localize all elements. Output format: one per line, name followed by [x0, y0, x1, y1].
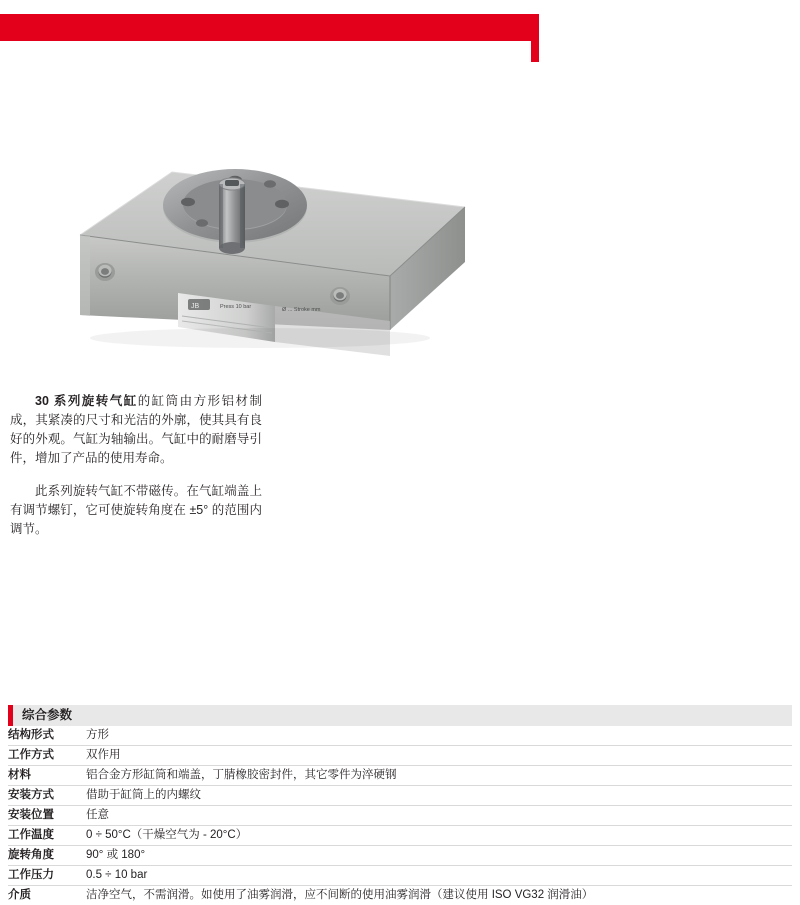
product-photo [60, 80, 490, 360]
param-value: 洁净空气，不需润滑。如使用了油雾润滑，应不间断的使用油雾润滑（建议使用 ISO VG32 润滑油） [86, 886, 792, 905]
param-value: 0.5 ÷ 10 bar [86, 866, 792, 886]
param-value: 铝合金方形缸筒和端盖，丁腈橡胶密封件，其它零件为淬硬钢 [86, 766, 792, 786]
table-row [8, 886, 792, 905]
table-row [8, 726, 792, 746]
param-key: 工作温度 [8, 826, 86, 846]
description-paragraph-1 [10, 392, 262, 468]
param-key: 介质 [8, 886, 86, 905]
param-key: 安装位置 [8, 806, 86, 826]
table-row [8, 786, 792, 806]
table-row [8, 866, 792, 886]
param-key: 结构形式 [8, 726, 86, 746]
param-value: 90° 或 180° [86, 846, 792, 866]
param-key: 旋转角度 [8, 846, 86, 866]
param-value: 双作用 [86, 746, 792, 766]
parameters-section [8, 705, 792, 905]
series-name: 30 系列旋转气缸 [35, 394, 138, 408]
description-paragraph-2: 此系列旋转气缸不带磁传。在气缸端盖上有调节螺钉，它可使旋转角度在 ±5° 的范围内调节。 [10, 482, 262, 539]
param-value: 任意 [86, 806, 792, 826]
description-paragraph-1-rest: 的缸筒由方形铝材制成，其紧凑的尺寸和光洁的外廓，使其具有良好的外观。气缸为轴输出。气缸中的耐磨导引件，增加了产品的使用寿命。 [10, 394, 262, 465]
param-value: 借助于缸筒上的内螺纹 [86, 786, 792, 806]
product-description [10, 392, 262, 539]
param-key: 安装方式 [8, 786, 86, 806]
table-row [8, 806, 792, 826]
table-row [8, 826, 792, 846]
top-red-banner-tail [531, 14, 539, 62]
svg-text:Press 10 bar: Press 10 bar [220, 304, 251, 310]
table-row [8, 846, 792, 866]
table-row [8, 766, 792, 786]
param-key: 工作方式 [8, 746, 86, 766]
parameters-table [8, 726, 792, 905]
table-row [8, 746, 792, 766]
svg-text:Ø ... Stroke mm: Ø ... Stroke mm [282, 307, 321, 313]
param-key: 工作压力 [8, 866, 86, 886]
param-value: 0 ÷ 50°C（干燥空气为 - 20°C） [86, 826, 792, 846]
param-key: 材料 [8, 766, 86, 786]
top-red-banner [0, 14, 539, 41]
parameters-title: 综合参数 [8, 705, 792, 726]
rotary-actuator-illustration [60, 80, 490, 360]
param-value: 方形 [86, 726, 792, 746]
svg-text:JB: JB [191, 303, 200, 310]
